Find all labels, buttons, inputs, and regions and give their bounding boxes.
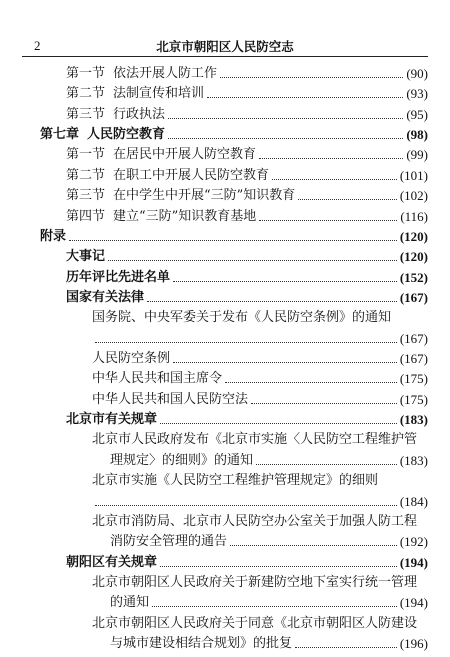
- leader-dots: [69, 240, 397, 241]
- section-title: 在职工中开展人民防空教育: [113, 168, 270, 183]
- page-ref: (183): [399, 412, 428, 427]
- toc-entry-sec-7-2[interactable]: [66, 166, 428, 186]
- entry-title-continued: 消防安全管理的通告: [110, 534, 228, 549]
- entry-title-continued: 理规定〉的细则》的通知: [110, 453, 254, 468]
- section-number: 第三节: [66, 188, 106, 203]
- chapter-number: 第七章: [40, 127, 80, 142]
- leader-dots: [95, 342, 397, 343]
- page-ref: (175): [399, 371, 428, 386]
- page-ref: (167): [399, 351, 428, 366]
- leader-dots: [251, 403, 397, 404]
- leader-dots: [152, 606, 397, 607]
- entry-title: 北京市实施《人民防空工程维护管理规定》的细则: [92, 473, 379, 488]
- page-ref: (93): [406, 86, 428, 101]
- entry-title: 人民防空条例: [92, 351, 171, 366]
- section-title: 建立“三防”知识教育基地: [113, 209, 257, 224]
- toc-entry-cy-1-cont: [110, 593, 428, 613]
- leader-dots: [160, 423, 397, 424]
- entry-title: 朝阳区有关规章: [66, 555, 158, 570]
- entry-title: 北京市消防局、北京市人民防空办公室关于加强人防工程: [92, 514, 418, 529]
- entry-title: 大事记: [66, 249, 106, 264]
- entry-title-continued: 的通知: [110, 595, 150, 610]
- toc-entry-events[interactable]: [66, 247, 428, 267]
- toc-entry-law-1-page-line: [92, 329, 428, 349]
- leader-dots: [108, 260, 397, 261]
- leader-dots: [259, 158, 403, 159]
- toc-entry-sec-6-2[interactable]: [66, 84, 428, 104]
- entry-title-continued: 与城市建设相结合规划》的批复: [110, 636, 293, 651]
- toc-entry-law-1[interactable]: [92, 308, 428, 328]
- page-ref: (95): [406, 107, 428, 122]
- chapter-title: 人民防空教育: [87, 127, 166, 142]
- page-ref: (102): [399, 188, 428, 203]
- section-title: 依法开展人防工作: [113, 66, 218, 81]
- page-ref: (167): [399, 331, 428, 346]
- page-ref: (152): [399, 270, 428, 285]
- toc-entry-bj-1-cont: [110, 451, 428, 471]
- section-title: 法制宣传和培训: [113, 86, 205, 101]
- leader-dots: [95, 505, 397, 506]
- page-ref: (194): [399, 555, 428, 570]
- entry-title: 中华人民共和国人民防空法: [92, 392, 249, 407]
- book-title: 北京市朝阳区人民防空志: [156, 39, 294, 54]
- entry-title: 北京市朝阳区人民政府关于新建防空地下室实行统一管理: [92, 575, 418, 590]
- toc-entry-chapter-7[interactable]: [40, 125, 428, 145]
- page-ref: (120): [399, 249, 428, 264]
- toc-entry-bj-3[interactable]: [92, 512, 428, 532]
- toc-entry-honors[interactable]: [66, 268, 428, 288]
- entry-title: 北京市朝阳区人民政府关于同意《北京市朝阳区人防建设: [92, 616, 418, 631]
- toc-entry-sec-7-1[interactable]: [66, 145, 428, 165]
- section-number: 第四节: [66, 209, 106, 224]
- section-title: 行政执法: [113, 107, 166, 122]
- leader-dots: [259, 220, 397, 221]
- toc-entry-sec-7-3[interactable]: [66, 186, 428, 206]
- toc-entry-law-4[interactable]: [92, 390, 428, 410]
- leader-dots: [168, 138, 403, 139]
- leader-dots: [168, 118, 403, 119]
- leader-dots: [295, 647, 397, 648]
- toc-entry-sec-6-3[interactable]: [66, 105, 428, 125]
- page-ref: (184): [399, 494, 428, 509]
- toc-entry-cy-2-cont: [110, 634, 428, 654]
- page-ref: (98): [406, 127, 428, 142]
- page-ref: (101): [399, 168, 428, 183]
- page-ref: (120): [399, 229, 428, 244]
- toc-entry-chaoyang-rules[interactable]: [66, 553, 428, 573]
- leader-dots: [147, 301, 397, 302]
- toc-entry-sec-6-1[interactable]: [66, 64, 428, 84]
- section-number: 第二节: [66, 168, 106, 183]
- section-number: 第三节: [66, 107, 106, 122]
- section-number: 第二节: [66, 86, 106, 101]
- section-title: 在居民中开展人防空教育: [113, 147, 257, 162]
- page-ref: (167): [399, 290, 428, 305]
- page-number: 2: [34, 38, 41, 53]
- toc-entry-cy-2[interactable]: [92, 614, 428, 634]
- section-number: 第一节: [66, 147, 106, 162]
- toc-entry-bj-3-cont: [110, 532, 428, 552]
- toc-entry-beijing-rules[interactable]: [66, 410, 428, 430]
- page-ref: (175): [399, 392, 428, 407]
- entry-title: 北京市有关规章: [66, 412, 158, 427]
- leader-dots: [225, 382, 397, 383]
- leader-dots: [298, 199, 397, 200]
- page-ref: (90): [406, 66, 428, 81]
- section-number: 第一节: [66, 66, 106, 81]
- toc-entry-sec-7-4[interactable]: [66, 207, 428, 227]
- toc-entry-law-2[interactable]: [92, 349, 428, 369]
- leader-dots: [230, 545, 397, 546]
- toc-entry-cy-1[interactable]: [92, 573, 428, 593]
- entry-title: 历年评比先进名单: [66, 270, 171, 285]
- leader-dots: [272, 179, 397, 180]
- entry-title: 北京市人民政府发布《北京市实施〈人民防空工程维护管: [92, 432, 418, 447]
- leader-dots: [160, 566, 397, 567]
- toc-entry-national-laws[interactable]: [66, 288, 428, 308]
- entry-title: 中华人民共和国主席令: [92, 371, 223, 386]
- page-ref: (183): [399, 453, 428, 468]
- leader-dots: [207, 97, 403, 98]
- toc-entry-bj-2-page-line: [92, 492, 428, 512]
- toc-entry-law-3[interactable]: [92, 369, 428, 389]
- toc-entry-bj-2[interactable]: [92, 471, 428, 491]
- toc-entry-appendix[interactable]: [40, 227, 428, 247]
- leader-dots: [220, 77, 403, 78]
- entry-title: 国务院、中央军委关于发布《人民防空条例》的通知: [92, 310, 392, 325]
- page-ref: (194): [399, 595, 428, 610]
- page-ref: (99): [406, 147, 428, 162]
- appendix-title: 附录: [40, 229, 67, 244]
- page-ref: (196): [399, 636, 428, 651]
- page-ref: (116): [400, 209, 428, 224]
- leader-dots: [256, 464, 397, 465]
- section-title: 在中学生中开展“三防”知识教育: [113, 188, 296, 203]
- page-ref: (192): [399, 534, 428, 549]
- toc-entry-bj-1[interactable]: [92, 430, 428, 450]
- leader-dots: [173, 362, 397, 363]
- entry-title: 国家有关法律: [66, 290, 145, 305]
- leader-dots: [173, 281, 397, 282]
